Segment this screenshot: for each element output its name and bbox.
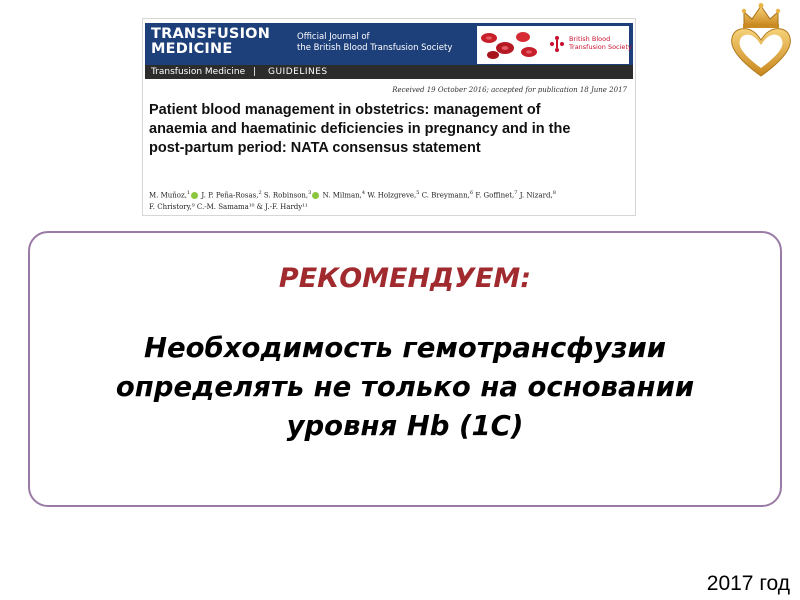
- bbts-logo-icon: [549, 35, 565, 53]
- recommendation-line: уровня Hb (1C): [286, 410, 524, 442]
- journal-subtitle-line1: Official Journal of: [297, 32, 370, 42]
- author-list: [149, 187, 629, 213]
- section-bar-label: GUIDELINES: [268, 67, 328, 77]
- journal-title: [151, 27, 270, 57]
- author-line: F. Christory,⁹ C.-M. Samama¹⁰ & J.-F. Hardy¹¹: [149, 203, 308, 212]
- orcid-icon: [312, 192, 319, 199]
- crown-heart-icon: [728, 2, 794, 80]
- article-title-line: post-partum period: NATA consensus statement: [149, 140, 481, 156]
- section-bar-journal: Transfusion Medicine: [151, 67, 246, 77]
- journal-title-line1: TRANSFUSION: [151, 26, 271, 42]
- journal-article-header: [142, 18, 636, 216]
- orcid-icon: [191, 192, 198, 199]
- author-name: N. Milman,: [322, 191, 362, 200]
- recommendation-line: определять не только на основании: [115, 371, 695, 403]
- author-name: S. Robinson,: [263, 191, 309, 200]
- journal-title-line2: MEDICINE: [151, 41, 233, 57]
- author-name: M. Muñoz,: [149, 191, 187, 200]
- recommendation-text: [30, 329, 780, 446]
- blood-cells-icon: [479, 28, 539, 62]
- society-name: [569, 35, 632, 51]
- section-bar: [145, 65, 633, 79]
- society-name-line2: Transfusion Society: [569, 43, 632, 51]
- author-name: J. P. Peña-Rosas,: [201, 191, 259, 200]
- author-name: J. Nizard,: [519, 191, 553, 200]
- author-name: C. Breymann,: [421, 191, 470, 200]
- received-date: Received 19 October 2016; accepted for publication 18 June 2017: [392, 86, 627, 94]
- author-name: W. Holzgreve,: [367, 191, 417, 200]
- year-label: 2017 год: [706, 572, 790, 595]
- author-name: F. Goffinet,: [475, 191, 515, 200]
- journal-banner: [145, 23, 633, 79]
- society-panel: [477, 26, 632, 64]
- society-name-line1: British Blood: [569, 35, 611, 43]
- article-title-line: Patient blood management in obstetrics: management of: [149, 102, 541, 118]
- recommendation-line: Необходимость гемотрансфузии: [143, 332, 667, 364]
- author-line: M. Muñoz,$^1$ J. P. Peña-Rosas,$^2$ S. Robinson,$^3$ N. Milman,$^4$ W. Holzgreve,$^5$ C. Breymann,$^6$ F. Goffinet,$^7$ J. Nizard,$^8$: [149, 190, 556, 200]
- section-bar-separator: |: [253, 67, 257, 77]
- journal-subtitle: [297, 32, 452, 54]
- recommendation-heading: РЕКОМЕНДУЕМ:: [278, 263, 532, 294]
- article-title: [149, 101, 629, 158]
- journal-subtitle-line2: the British Blood Transfusion Society: [297, 43, 453, 53]
- article-title-line: anaemia and haematinic deficiencies in pregnancy and in the: [149, 121, 571, 137]
- recommendation-box: [28, 231, 782, 507]
